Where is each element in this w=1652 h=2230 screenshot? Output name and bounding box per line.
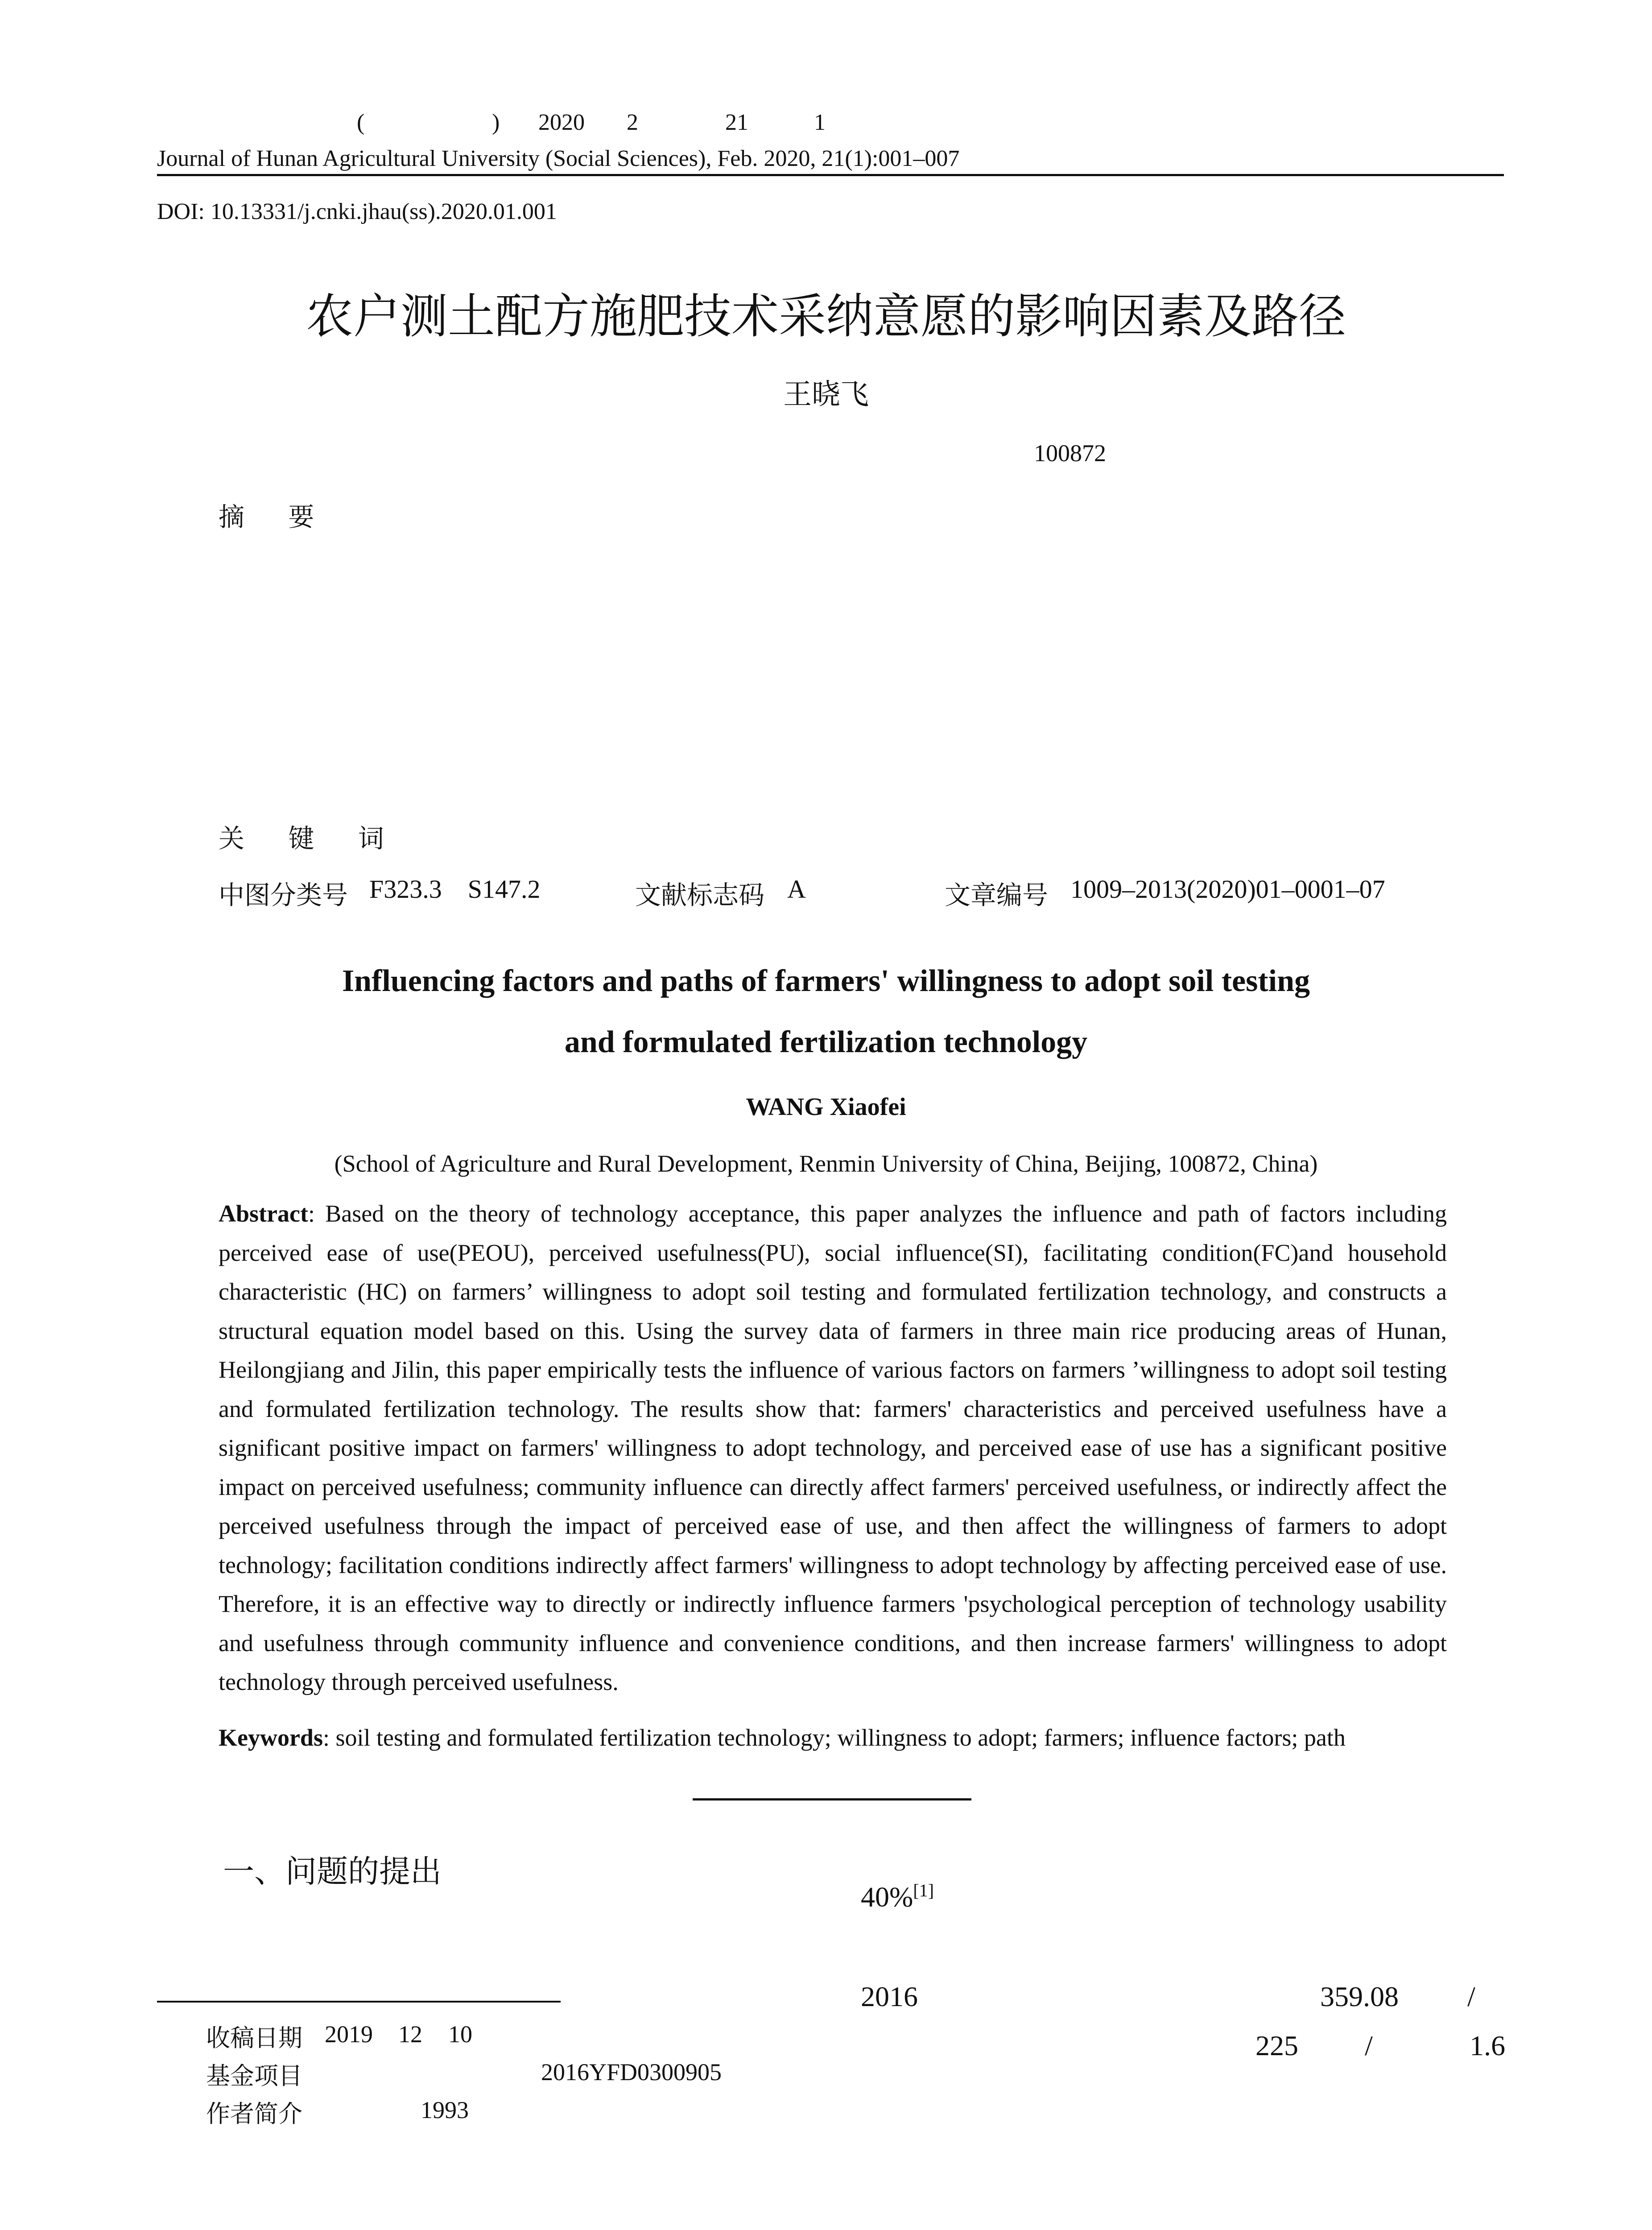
clc-value: F323.3 S147.2 <box>369 875 541 904</box>
body-slash-1: / <box>1467 1981 1475 2012</box>
article-no-label: 文章编号 <box>945 880 1049 910</box>
doc-code-value: A <box>787 875 806 904</box>
bio-year: 1993 <box>421 2097 469 2123</box>
affiliation-en: (School of Agriculture and Rural Development, Renmin University of China, Beijing, 100872, China) <box>334 1150 1318 1177</box>
header-month: 2 <box>627 110 638 135</box>
received-day: 10 <box>448 2021 472 2048</box>
abstract-en <box>219 1194 1447 1702</box>
affiliation-postcode: 100872 <box>1034 440 1106 467</box>
author-name-en: WANG Xiaofei <box>746 1093 906 1121</box>
body-value-1-6: 1.6 <box>1470 2030 1505 2061</box>
body-percent <box>861 1880 934 1913</box>
received-month: 12 <box>398 2021 422 2048</box>
bio-label: 作者简介 <box>206 2100 302 2128</box>
body-slash-2: / <box>1365 2030 1373 2061</box>
header-year: 2020 <box>538 110 585 135</box>
author-name-cn: 王晓飞 <box>783 378 869 411</box>
doi: DOI: 10.13331/j.cnki.jhau(ss).2020.01.001 <box>157 199 557 224</box>
received-label: 收稿日期 <box>206 2024 302 2052</box>
received-year: 2019 <box>325 2021 373 2048</box>
article-title-cn: 农户测土配方施肥技术采纳意愿的影响因素及路径 <box>306 289 1346 344</box>
fund-value: 2016YFD0300905 <box>541 2059 722 2085</box>
header-paren-close: ) <box>492 110 500 135</box>
header-issue: 1 <box>814 110 826 135</box>
keywords-cn-label: 关 键 词 <box>219 823 402 854</box>
running-head-en: Journal of Hunan Agricultural University (Social Sciences), Feb. 2020, 21(1):001–007 <box>157 146 960 171</box>
abstract-cn-label: 摘 要 <box>219 502 332 532</box>
abstract-en-text: : Based on the theory of technology acceptance, this paper analyzes the influence and path of factors including perceived ease of use(PEOU), perceived usefulness(PU), social influence(SI), facilitating condition(FC)and household characteristic (HC) on farmers’ willingness to adopt soil testing and formulated fertilization technology, and constructs a structural equation model based on this. Using the survey data of farmers in three main rice producing areas of Hunan, Heilongjiang and Jilin, this paper empirically tests the influence of various factors on farmers ’willingness to adopt soil testing and formulated fertilization technology. The results show that: farmers' characteristics and perceived usefulness have a significant positive impact on farmers' willingness to adopt technology, and perceived ease of use has a significant positive impact on perceived usefulness; community influence can directly affect farmers' perceived usefulness, or indirectly affect the perceived usefulness through the impact of perceived ease of use, and then affect the willingness of farmers to adopt technology; facilitation conditions indirectly affect farmers' willingness to adopt technology by affecting perceived ease of use. Therefore, it is an effective way to directly or indirectly influence farmers 'psychological perception of technology usability and usefulness through community influence and convenience conditions, and then increase farmers' willingness to adopt technology through perceived usefulness. <box>219 1200 1447 1695</box>
article-title-en-line1: Influencing factors and paths of farmers' willingness to adopt soil testing <box>342 964 1310 998</box>
keywords-en <box>219 1718 1447 1757</box>
body-percent-value: 40% <box>861 1881 913 1913</box>
section-divider <box>693 1798 971 1801</box>
keywords-en-label: Keywords <box>219 1724 323 1751</box>
article-no-value: 1009–2013(2020)01–0001–07 <box>1070 875 1385 904</box>
footnote-rule <box>157 2001 561 2003</box>
keywords-en-text: : soil testing and formulated fertilization technology; willingness to adopt; farmers; influence factors; path <box>322 1724 1346 1751</box>
header-volume: 21 <box>725 110 748 135</box>
fund-label: 基金项目 <box>206 2062 302 2090</box>
abstract-en-label: Abstract <box>219 1200 308 1227</box>
body-year: 2016 <box>861 1981 918 2012</box>
header-paren-open: ( <box>357 110 365 135</box>
clc-label: 中图分类号 <box>219 880 348 910</box>
header-rule <box>157 174 1504 176</box>
body-value-359: 359.08 <box>1320 1981 1399 2012</box>
citation-ref: [1] <box>913 1880 934 1900</box>
doc-code-label: 文献标志码 <box>635 880 765 910</box>
body-value-225: 225 <box>1256 2030 1298 2061</box>
article-title-en-line2: and formulated fertilization technology <box>564 1025 1088 1059</box>
section-heading: 一、问题的提出 <box>223 1853 442 1890</box>
